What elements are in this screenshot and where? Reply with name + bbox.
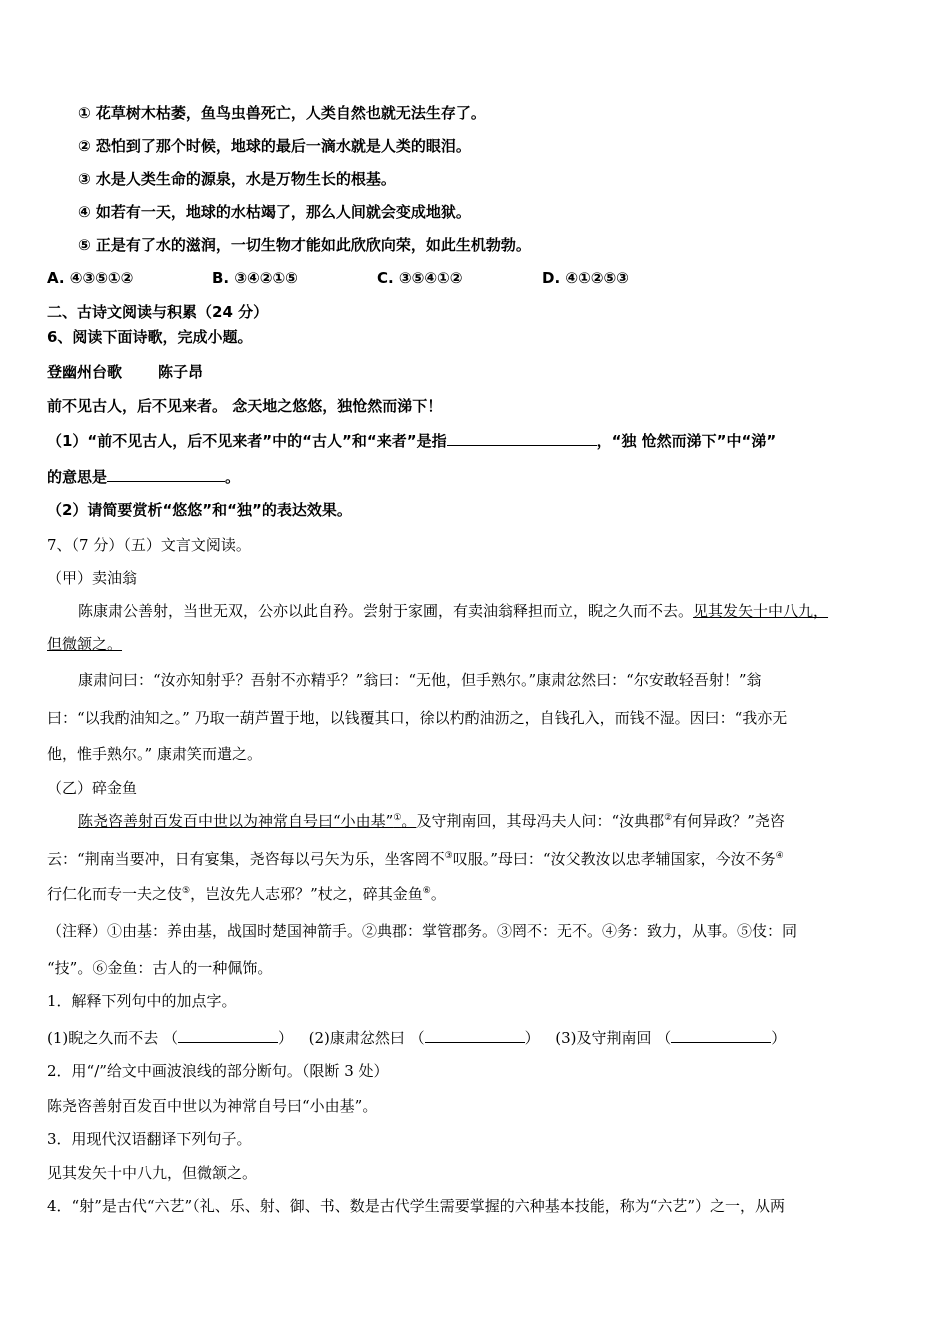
subq2-prompt: 2．用“/”给文中画波浪线的部分断句。（限断 3 处） (47, 1062, 389, 1080)
subq4-text: 4．“射”是古代“六艺”（礼、乐、射、御、书、数是古代学生需要掌握的六种基本技能，称为“六艺”）之一，从两 (47, 1197, 786, 1215)
option-c: C. ③⑤④①② (377, 269, 463, 287)
subq1-prompt: 1．解释下列句中的加点字。 (47, 992, 237, 1010)
subq1-items: (1)睨之久而不去 （ ） (2)康肃忿然曰 （ ） (3)及守荆南回 （ ） (47, 1029, 787, 1047)
answer-blank-2[interactable] (107, 466, 225, 482)
sentence-1: ① 花草树木枯萎，鱼鸟虫兽死亡，人类自然也就无法生存了。 (78, 104, 486, 122)
subq3-prompt: 3．用现代汉语翻译下列句子。 (47, 1130, 252, 1148)
section-heading: 二、古诗文阅读与积累（24 分） (47, 303, 269, 321)
option-a: A. ④③⑤①② (47, 269, 134, 287)
wavy-underlined-sentence: 陈尧咨善射百发百中世以为神常自号曰“小由基”①。 (78, 812, 417, 830)
sentence-3: ③ 水是人类生命的源泉，水是万物生长的根基。 (78, 170, 396, 188)
poem-text: 前不见古人，后不见来者。 念天地之悠悠，独怆然而涕下！ (47, 397, 443, 415)
notes-line2: “技”。⑥金鱼：古人的一种佩饰。 (47, 959, 273, 977)
passage-jia-line3: 康肃问曰：“汝亦知射乎？吾射不亦精乎？”翁曰：“无他，但手熟尔。”康肃忿然曰：“尔安敢轻吾射！”翁 (78, 671, 762, 689)
answer-blank-5[interactable] (671, 1027, 771, 1043)
answer-options (47, 268, 629, 288)
passage-yi-line3: 行仁化而专一夫之伎⑤，岂汝先人志邪？”杖之，碎其金鱼⑥。 (47, 885, 446, 903)
passage-jia-line1: 陈康肃公善射，当世无双，公亦以此自矜。尝射于家圃，有卖油翁释担而立，睨之久而不去。见其发矢十中八九， (78, 602, 829, 620)
passage-jia-line5: 他，惟手熟尔。” 康肃笑而遣之。 (47, 745, 262, 763)
answer-blank-3[interactable] (178, 1027, 278, 1043)
underlined-sentence: 见其发矢十中八九， (693, 602, 829, 620)
poem-title: 登幽州台歌 (47, 363, 123, 381)
sentence-5: ⑤ 正是有了水的滋润，一切生物才能如此欣欣向荣，如此生机勃勃。 (78, 236, 531, 254)
option-d: D. ④①②⑤③ (542, 269, 629, 287)
passage-yi-line2: 云：“荆南当要冲，日有宴集，尧咨每以弓矢为乐，坐客罔不③叹服。”母曰：“汝父教汝以忠孝辅国家，今汝不务④ (47, 850, 784, 868)
q6-sub1-line2: 的意思是 。 (47, 468, 241, 486)
subq2-text: 陈尧咨善射百发百中世以为神常自号曰“小由基”。 (47, 1097, 378, 1115)
sentence-4: ④ 如若有一天，地球的水枯竭了，那么人间就会变成地狱。 (78, 203, 471, 221)
q7-heading: 7、（7 分）（五）文言文阅读。 (47, 536, 251, 554)
poem-author: 陈子昂 (158, 363, 204, 381)
answer-blank-4[interactable] (425, 1027, 525, 1043)
passage-yi-title: （乙）碎金鱼 (47, 779, 138, 797)
q6-prompt: 6、阅读下面诗歌，完成小题。 (47, 328, 253, 346)
sentence-2: ② 恐怕到了那个时候，地球的最后一滴水就是人类的眼泪。 (78, 137, 471, 155)
notes-line1: （注释）①由基：养由基，战国时楚国神箭手。②典郡：掌管郡务。③罔不：无不。④务：致力，从事。⑤伎：同 (47, 922, 798, 940)
option-b: B. ③④②①⑤ (212, 269, 298, 287)
q6-sub1-line1: （1）“前不见古人，后不见来者”中的“古人”和“来者”是指 ，“独 怆然而涕下”中“涕” (47, 432, 777, 450)
poem-heading (47, 362, 203, 382)
passage-jia-line4: 曰：“以我酌油知之。” 乃取一葫芦置于地，以钱覆其口，徐以杓酌油沥之，自钱孔入，而钱不湿。因曰：“我亦无 (47, 709, 788, 727)
passage-jia-title: （甲）卖油翁 (47, 569, 138, 587)
passage-yi-line1: 陈尧咨善射百发百中世以为神常自号曰“小由基”①。及守荆南回，其母冯夫人问：“汝典郡②有何异政？”尧咨 (78, 812, 785, 830)
answer-blank-1[interactable] (447, 430, 597, 446)
passage-jia-line2: 但微颔之。 (47, 635, 123, 653)
subq3-text: 见其发矢十中八九，但微颔之。 (47, 1164, 258, 1182)
q6-sub2: （2）请简要赏析“悠悠”和“独”的表达效果。 (47, 501, 352, 519)
